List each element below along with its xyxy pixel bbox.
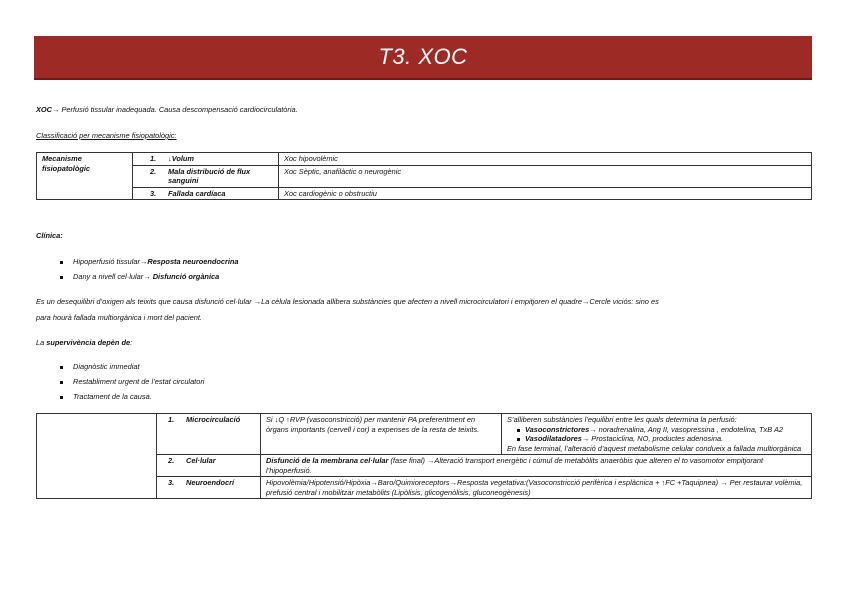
mechanism-name: 1. ↓Volum [133,153,279,166]
list-item: Hipoperfusió tissular→Resposta neuroendocrina [60,256,239,267]
list-item: Restabliment urgent de l’estat circulatori [60,376,204,387]
mechanism-desc: Xoc Sèptic, anafilàctic o neurogènic [279,165,812,187]
definition-term: XOC [36,105,53,114]
list-item: Diagnòstic immediat [60,361,140,372]
definition-arrow: → [52,105,60,114]
mechanism-name: 3. Fallada cardíaca [133,187,279,200]
row-name: 1. Microcirculació [157,414,261,455]
table-row [37,187,812,200]
supervivencia-heading: La supervivència depèn de: [36,338,133,347]
definition-line [36,104,298,115]
pathophysiology-table [36,413,812,499]
table-row [37,153,812,166]
clinica-heading: Clínica: [36,231,63,240]
row-side: S’alliberen substàncies l’equilibri entre les quals determina la perfusió: Vasoconstrictores→ noradrenalina, Ang II, vasopressina , endotelina, TxB A2 Vasodilatadores→ Prostaciclina, NO, productes adenosina. En fase terminal, l’alteració d’aquest metabolisme celular condueix a fallada multiorgànica [502,414,812,455]
title-banner [34,36,812,80]
row-name: 2. Cel·lular [157,455,261,477]
definition-text: Perfusió tissular inadequada. Causa descompensació cardiocirculatòria. [59,105,298,114]
row-desc: Si ↓Q ↑RVP (vasoconstricció) per mantenir PA preferentment en òrgans importants (cervell i cor) a expenses de la resta de teixits. [261,414,502,455]
row-desc: Disfunció de la membrana cel·lular (fase final) →Alteració transport energètic i cúmul de metabòlits anaeròbis que alteren el to vasomotor empitjorant l’hipoperfusió. [261,455,812,477]
mechanism-name: 2. Mala distribució de flux sanguini [133,165,279,187]
paragraph-line: para hourà fallada multiorgànica i mort del pacient. [36,313,202,322]
list-item: Tractament de la causa. [60,391,152,402]
mechanism-header: Mecanisme fisiopatològic [37,153,133,200]
row-name: 3. Neuroendocrí [157,477,261,499]
mechanism-desc: Xoc hipovolèmic [279,153,812,166]
mechanism-desc: Xoc cardiogènic o obstructiu [279,187,812,200]
classification-heading: Classificació per mecanisme fisiopatològic: [36,131,177,140]
page-title: T3. XOC [378,44,468,69]
table-row [37,414,812,455]
empty-cell [37,414,157,499]
paragraph-line: Es un desequilibri d’oxigen als teixits que causa disfunció cel·lular →La cèlula lesionada allibera substàncies que afecten a nivell microcirculatori i empitjoren el quadre→Cercle viciós: sino es [36,297,659,306]
table-row [37,165,812,187]
list-item: Dany a nivell cel·lular→ Disfunció orgànica [60,271,219,282]
mechanism-table [36,152,812,200]
row-desc: Hipovolèmia/Hipotensió/Hipòxia→Baro/Quimioreceptors→Resposta vegetativa:(Vasoconstricció perifèrica i esplàcnica + ↑FC +Taquipnea) → Per restaurar volèmia, prefusió central i mobilitzar metabòlits (Lipòlisis, glicogenòlisis, gluconeogènesis) [261,477,812,499]
